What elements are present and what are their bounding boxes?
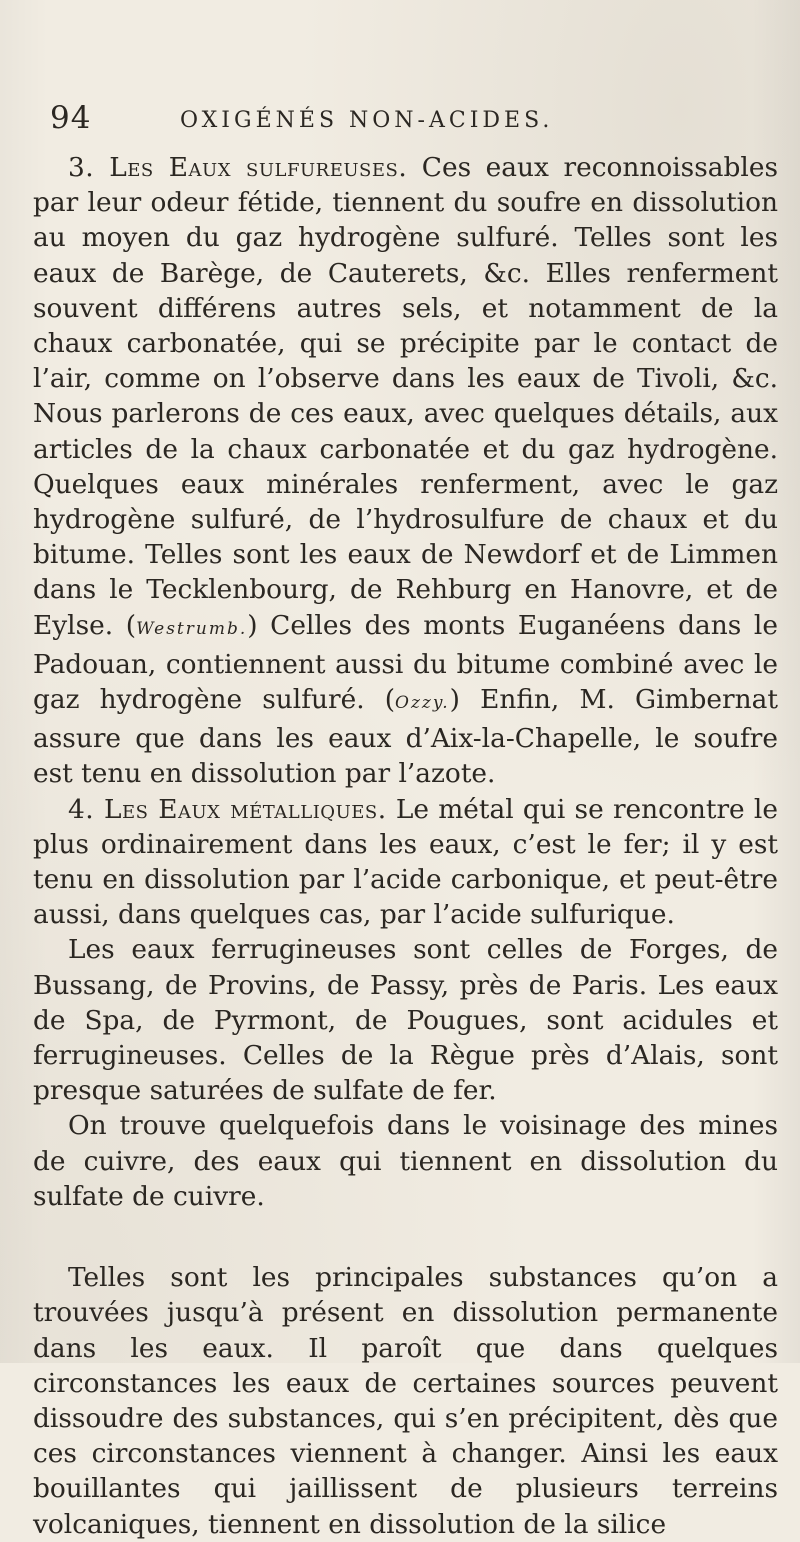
paragraph-text: Ces eaux reconnoissables par leur odeur fétide, tiennent du soufre en dissolution au moyen du gaz hydrogène sulfuré. Telles sont les eaux de Barège, de Cauterets, &c. Elles renferment souvent différens autres sels, et notamment de la chaux carbonatée, qui se précipite par le contact de l’air, comme on l’observe dans les eaux de Tivoli, &c. Nous parlerons de ces eaux, avec quelques détails, aux articles de la chaux carbonatée et du gaz hydrogène. Quelques eaux minérales renferment, avec le gaz hydrogène sulfuré, de l’hydrosulfure de chaux et du bitume. Telles sont les eaux de Newdorf et de Limmen dans le Tecklenbourg, de Rehburg en Hanovre, et de Eylse. ( — [33, 152, 778, 641]
citation-westrumb: Westrumb. — [136, 618, 248, 639]
paragraph-summary: Telles sont les principales substances qu’on a trouvées jusqu’à présent en dissolution permanente dans les eaux. Il paroît que dans quelques circonstances les eaux de certaines sources peuvent dissoudre des substances, qui s’en précipitent, dès que ces circonstances viennent à changer. Ainsi les eaux bouillantes qui jaillissent de plusieurs terreins volcaniques, tiennent en dissolution de la silice — [33, 1262, 778, 1540]
citation-ozzy: Ozzy. — [395, 693, 450, 714]
paragraph-ferruginous-waters: Les eaux ferrugineuses sont celles de Forges, de Bussang, de Provins, de Passy, près de Paris. Les eaux de Spa, de Pyrmont, de Pougues, sont acidules et ferrugineuses. Celles de la Règue près d’Alais, sont presque saturées de sulfate de fer. — [33, 934, 778, 1107]
paragraph-copper-waters: On trouve quelquefois dans le voisinage des mines de cuivre, des eaux qui tiennent en dissolution du sulfate de cuivre. — [33, 1110, 778, 1212]
section-heading-sulphur-waters: 3. Les Eaux sulfureuses. — [68, 152, 408, 183]
running-title: OXIGÉNÉS NON-ACIDES. — [180, 108, 554, 133]
section-heading-metallic-waters: 4. Les Eaux métalliques. — [68, 793, 387, 825]
paragraph-text: ) Enfin, M. Gimbernat assure que dans les eaux d’Aix-la-Chapelle, le soufre est tenu en dissolution par l’azote. — [33, 684, 778, 790]
page-number: 94 — [50, 100, 92, 136]
page-body — [33, 150, 778, 1542]
paragraph-text: Le métal qui se rencontre le plus ordinairement dans les eaux, c’est le fer; il y est tenu en dissolution par l’acide carbonique, et peut-être aussi, dans quelques cas, par l’acide sulfurique. — [33, 793, 778, 931]
paragraph-metallic-waters — [33, 792, 778, 933]
paragraph-text: ) Celles des monts Euganéens dans le Padouan, contiennent aussi du bitume combiné avec le gaz hydrogène sulfuré. ( — [33, 609, 778, 716]
page-header — [50, 100, 770, 150]
paragraph-sulphur-waters — [33, 150, 778, 792]
